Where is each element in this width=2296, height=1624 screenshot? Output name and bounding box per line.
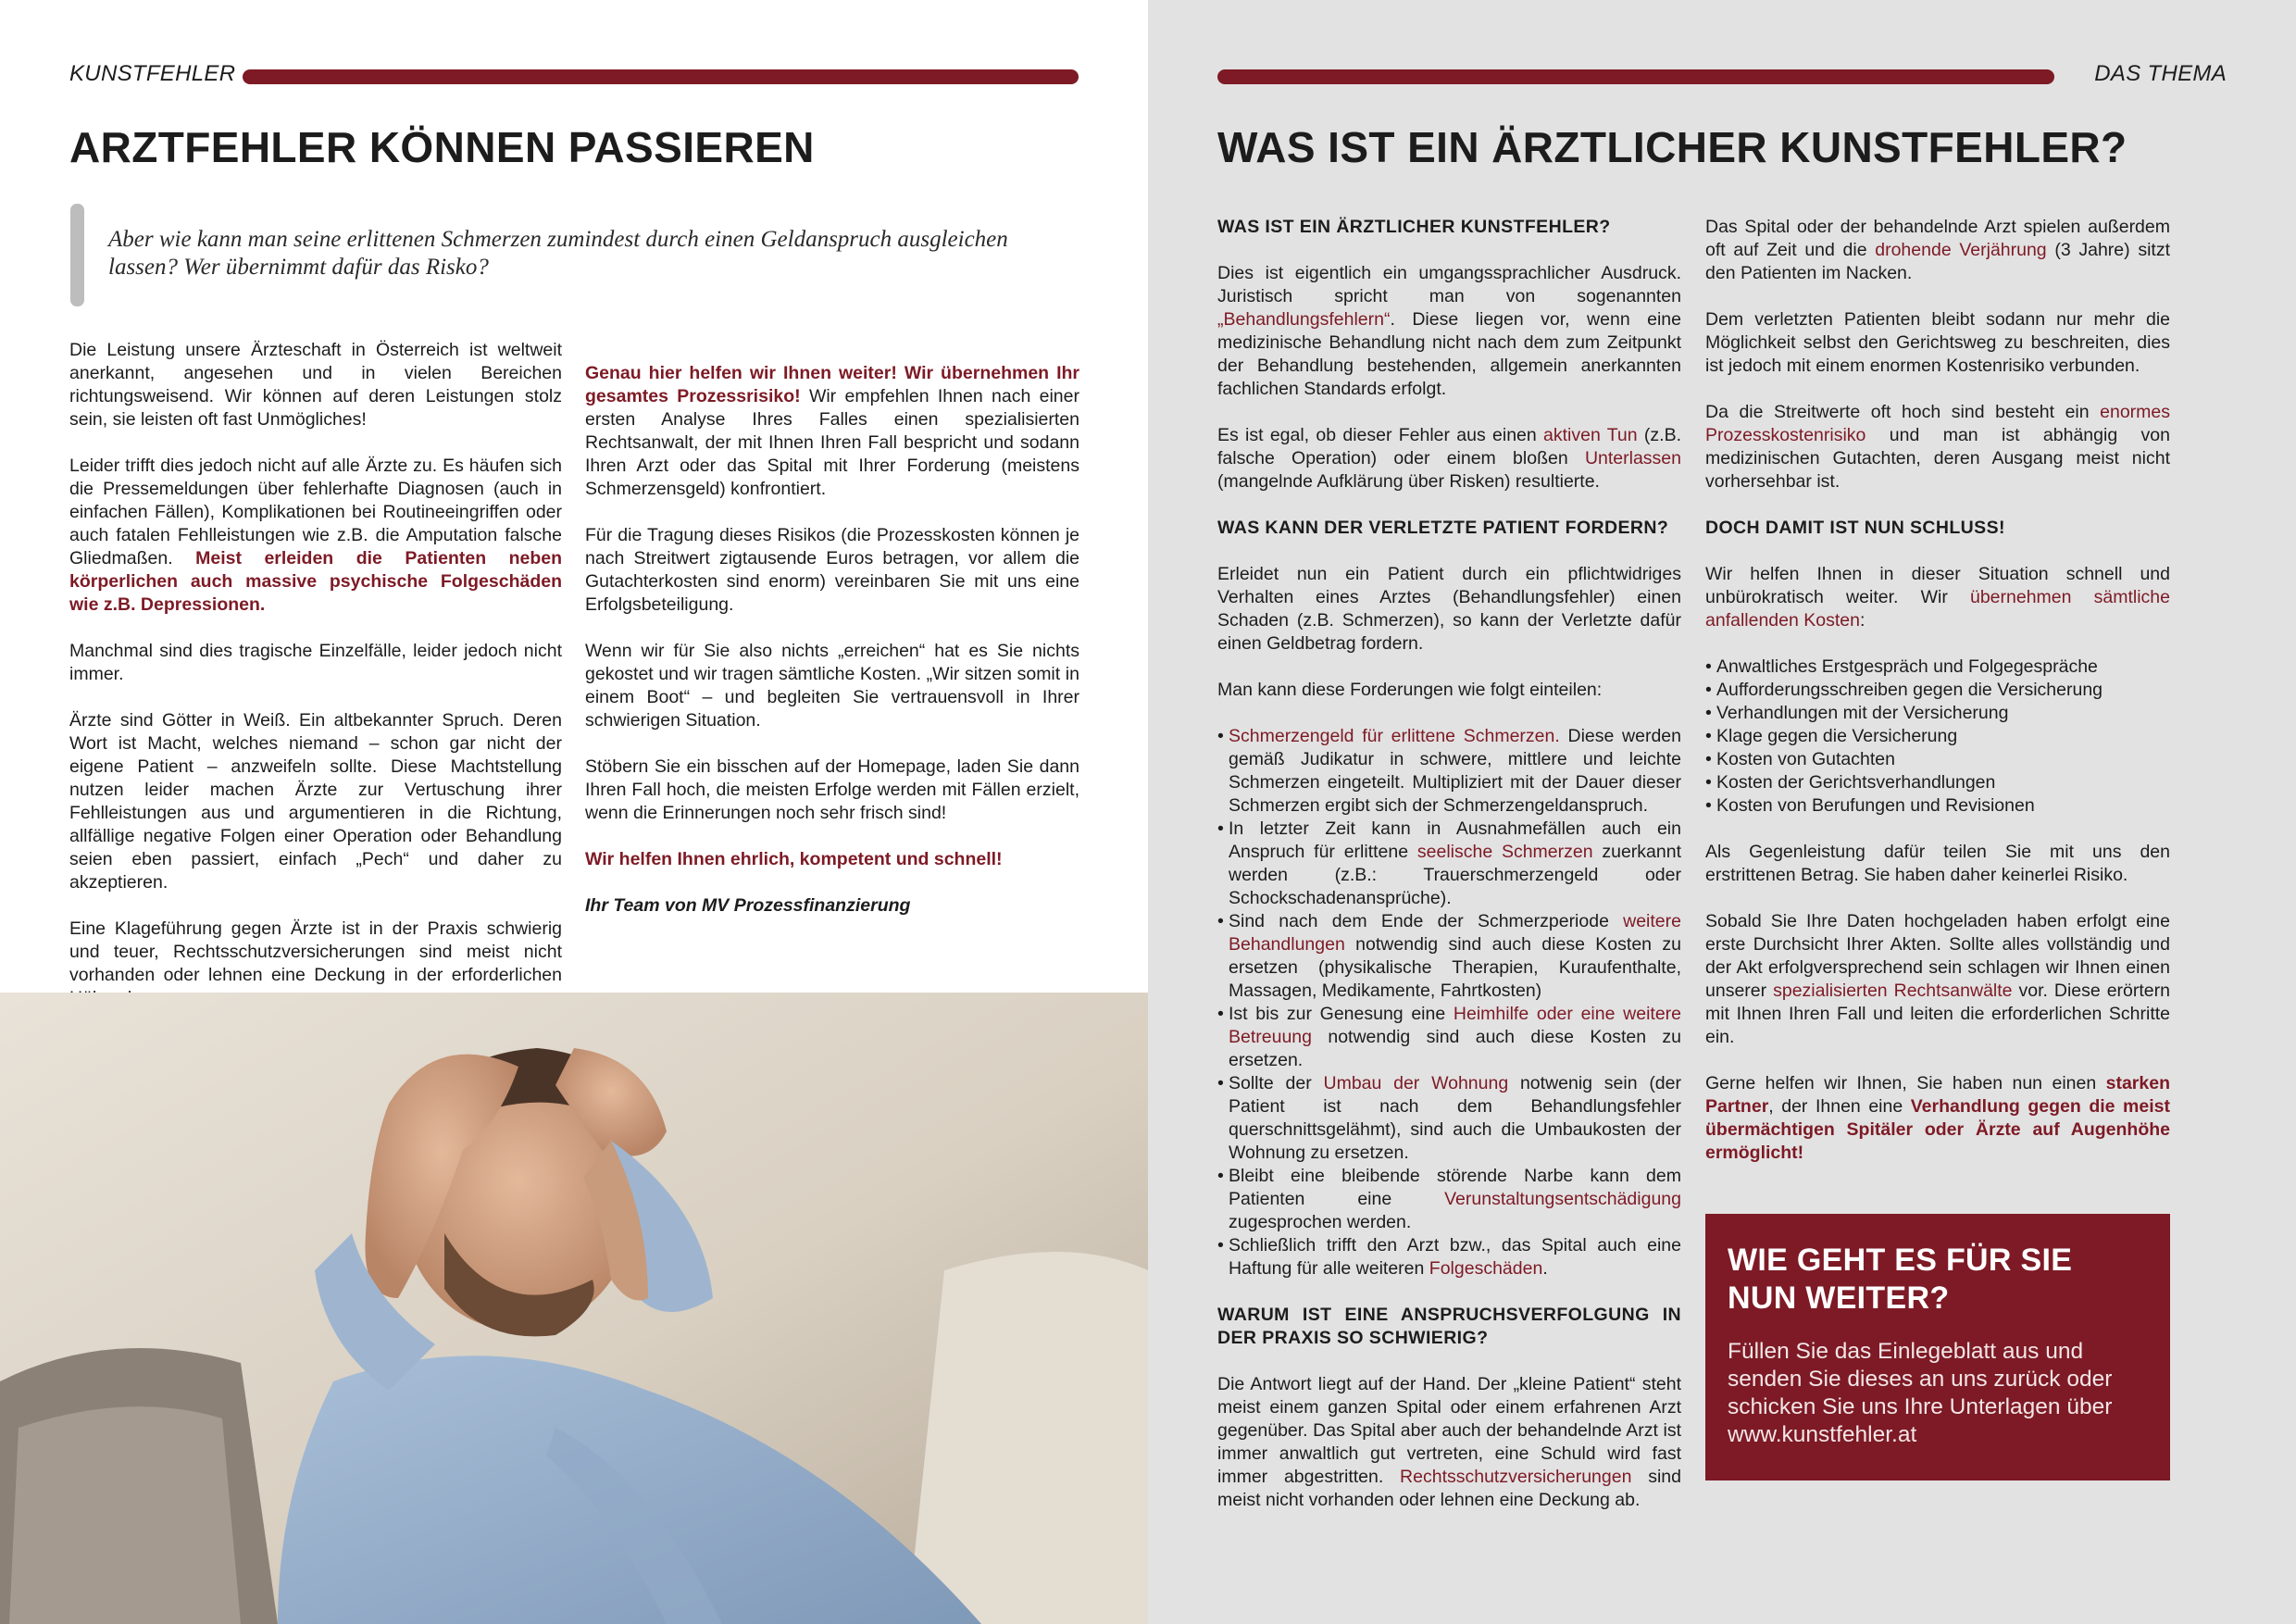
paragraph	[69, 455, 562, 617]
paragraph: Die Leistung unsere Ärzteschaft in Österreich ist weltweit anerkannt, angesehen und in vielen Bereichen richtungsweisend. Wir können auf deren Leistungen stolz sein, sie leisten oft fast Unmögliches!	[69, 340, 562, 430]
item-highlight: Heimhilfe oder eine weitere Betreuung	[1229, 1004, 1681, 1047]
paragraph	[1705, 563, 2170, 632]
paragraph-text: Die Antwort liegt auf der Hand. Der „kleine Patient“ steht meist einem ganzen Spital oder einem erfahrenen Arzt gegenüber. Das Spital aber auch der behandelnde Arzt ist immer anwaltlich gut vertreten, eine Schuld wird fast immer abgestritten.	[1217, 1374, 1681, 1487]
subheading: WARUM IST EINE ANSPRUCHSVERFOLGUNG IN DER PRAXIS SO SCHWIERIG?	[1217, 1305, 1681, 1348]
paragraph: Erleidet nun ein Patient durch ein pflichtwidriges Verhalten eines Arztes (Behandlungsfehler) einen Schaden (z.B. Schmerzen), so kann der Verletzte dafür einen Geldbetrag fordern.	[1217, 564, 1681, 654]
subheading: WAS KANN DER VERLETZTE PATIENT FORDERN?	[1217, 518, 1669, 538]
list-item	[1217, 1234, 1681, 1280]
item-text: Diese werden gemäß Judikatur in schwere, mittlere und leichte Schmerzen eingeteilt. Multipliziert mit der Dauer dieser Schmerzen ergibt sich der Schmerzengeldanspruch.	[1229, 726, 1681, 816]
paragraph-text: (3 Jahre) sitzt den Patienten im Nacken.	[1705, 240, 2170, 283]
paragraph-text: Wir helfen Ihnen in dieser Situation schnell und unbürokratisch weiter. Wir	[1705, 564, 2170, 607]
list-item	[1217, 725, 1681, 818]
item-text: notwenig sein (der Patient ist nach dem Behandlungsfehler querschnittsgelähmt), sind auch die Umbaukosten der Wohnung zu ersetzen.	[1229, 1073, 1681, 1163]
paragraph	[1705, 1072, 2170, 1165]
paragraph: Als Gegenleistung dafür teilen Sie mit uns den erstrittenen Betrag. Sie haben daher keinerlei Risiko.	[1705, 842, 2170, 885]
item-highlight: weitere Behandlungen	[1229, 911, 1681, 955]
subheading: DOCH DAMIT IST NUN SCHLUSS!	[1705, 518, 2005, 538]
paragraph-text: Das Spital oder der behandelnde Arzt spielen außerdem oft auf Zeit und die	[1705, 217, 2170, 260]
paragraph: Wenn wir für Sie also nichts „erreichen“ hat es Sie nichts gekostet und wir tragen sämtliche Kosten. „Wir sitzen somit in einem Boot“ – und begleiten Sie vertrauensvoll in Ihrer schwierigen Situation.	[585, 641, 1079, 731]
list-item	[1217, 818, 1681, 910]
article-column-2	[1705, 216, 2170, 1188]
cta-text: Füllen Sie das Einlegeblatt aus und senden Sie dieses an uns zurück oder schicken Sie uns Ihre Unterlagen über www.kunstfehler.at	[1728, 1339, 2113, 1447]
list-item	[1217, 1003, 1681, 1072]
item-highlight: Umbau der Wohnung	[1323, 1073, 1509, 1093]
highlight-text: aktiven Tun	[1543, 425, 1638, 445]
list-item: • Aufforderungsschreiben gegen die Versicherung	[1705, 679, 2170, 702]
highlight-text: starken Partner	[1705, 1073, 2170, 1117]
paragraph	[1217, 262, 1681, 401]
highlight-text: spezialisierten Rechtsanwälte	[1773, 981, 2013, 1001]
paragraph-text: Da die Streitwerte oft hoch sind besteht ein	[1705, 402, 2101, 422]
lead-quote: Aber wie kann man seine erlittenen Schmerzen zumindest durch einen Geldanspruch ausgleichen lassen? Wer übernimmt dafür das Risko?	[108, 227, 1008, 280]
list-item: • Kosten von Berufungen und Revisionen	[1705, 794, 2170, 818]
header-rule	[1217, 69, 2054, 84]
list-item: • Anwaltliches Erstgespräch und Folgegespräche	[1705, 656, 2170, 679]
paragraph-text: Wir empfehlen Ihnen nach einer ersten Analyse Ihres Falles einen spezialisierten Rechtsanwalt, der mit Ihnen Ihren Fall bespricht und sodann Ihren Arzt oder das Spital mit Ihrer Forderung (meistens Schmerzensgeld) konfrontiert.	[585, 386, 1079, 499]
article-column-2	[585, 339, 1079, 941]
list-item: • Klage gegen die Versicherung	[1705, 725, 2170, 748]
highlight-text: Unterlassen	[1584, 448, 1681, 468]
item-highlight: Verunstaltungsentschädigung	[1444, 1189, 1681, 1209]
article-column-1	[69, 339, 562, 1033]
paragraph-text: (z.B. falsche Operation) oder einem bloßen	[1217, 425, 1681, 468]
item-highlight: seelische Schmerzen	[1416, 842, 1593, 862]
item-highlight: Folgeschäden	[1429, 1258, 1543, 1279]
closing-highlight: Wir helfen Ihnen ehrlich, kompetent und schnell!	[585, 849, 1003, 869]
highlight-text: Rechtsschutzversicherungen	[1400, 1467, 1632, 1487]
paragraph: Man kann diese Forderungen wie folgt einteilen:	[1217, 680, 1603, 700]
paragraph	[1217, 424, 1681, 493]
spacer	[585, 339, 1079, 362]
paragraph	[1217, 1373, 1681, 1512]
list-item	[1217, 1072, 1681, 1165]
distressed-man-photo	[0, 993, 1148, 1624]
paragraph	[1705, 401, 2170, 493]
item-text: zugesprochen werden.	[1229, 1212, 1412, 1232]
item-highlight: Schmerzengeld für erlittene Schmerzen.	[1229, 726, 1560, 746]
cta-box	[1705, 1214, 2170, 1480]
page-headline: ARZTFEHLER KÖNNEN PASSIEREN	[69, 123, 815, 171]
paragraph-text: sind meist nicht vorhanden oder lehnen eine Deckung ab.	[1217, 1467, 1681, 1510]
item-text: zuerkannt werden (z.B.: Trauerschmerzengeld oder Schockschadenansprüche).	[1229, 842, 1681, 908]
paragraph-text: und man ist abhängig von medizinischen Gutachten, deren Ausgang meist nicht vorhersehbar ist.	[1705, 425, 2170, 492]
paragraph-text: Sobald Sie Ihre Daten hochgeladen haben erfolgt eine erste Durchsicht Ihrer Akten. Sollte alles vollständig und der Akt erfolgversprechend sein schlagen wir Ihnen einen unserer	[1705, 911, 2170, 1001]
claims-list	[1217, 725, 1681, 1280]
list-item	[1217, 1165, 1681, 1234]
paragraph	[585, 362, 1079, 501]
paragraph: Dem verletzten Patienten bleibt sodann nur mehr die Möglichkeit selbst den Gerichtsweg zu beschreiten, dies ist jedoch mit einem enormen Kostenrisiko verbunden.	[1705, 309, 2170, 376]
paragraph-text: :	[1859, 610, 1866, 631]
item-text: notwendig sind auch diese Kosten zu ersetzen.	[1229, 1027, 1681, 1070]
paragraph: Stöbern Sie ein bisschen auf der Homepage, laden Sie dann Ihren Fall hoch, die meisten Erfolge werden mit Fällen erzielt, wenn die Erinnerungen noch sehr frisch sind!	[585, 756, 1079, 823]
item-text: Sollte der	[1229, 1073, 1324, 1093]
highlight-text: enormes Prozesskostenrisiko	[1705, 402, 2170, 445]
section-label: KUNSTFEHLER	[69, 61, 236, 86]
paragraph-text: Es ist egal, ob dieser Fehler aus einen	[1217, 425, 1544, 445]
paragraph	[1705, 216, 2170, 285]
highlight-text: drohende Verjährung	[1875, 240, 2047, 260]
highlight-text: Verhandlung gegen die meist übermächtigen Spitäler oder Ärzte auf Augenhöhe ermöglicht!	[1705, 1096, 2171, 1163]
paragraph: Eine Klageführung gegen Ärzte ist in der Praxis schwierig und teuer, Rechtsschutzversicherungen sind meist nicht vorhanden oder lehnen eine Deckung in der erforderlichen	[69, 918, 562, 985]
item-text: .	[1542, 1258, 1548, 1279]
paragraph-text: Gerne helfen wir Ihnen, Sie haben nun einen	[1705, 1073, 2106, 1093]
paragraph-text: vor. Diese erörtern mit Ihnen Ihren Fall und leiten die erforderlichen Schritte ein.	[1705, 981, 2170, 1047]
highlight-text: Meist erleiden die Patienten neben körperlichen auch massive psychische Folgeschäden wie z.B. Depressionen.	[69, 548, 563, 615]
paragraph: Für die Tragung dieses Risikos (die Prozesskosten können je nach Streitwert zigtausende Euros betragen, vor allem die Gutachterkosten sind enorm) vereinbaren Sie mit uns eine Erfolgsbeteiligung.	[585, 525, 1079, 615]
paragraph-text: . Diese liegen vor, wenn eine medizinische Behandlung nicht nach dem zum Zeitpunkt der Behandlung bestehenden, allgemein anerkannten fachlichen Standards erfolgt.	[1217, 309, 1681, 399]
item-text: In letzter Zeit kann in Ausnahmefällen auch ein Anspruch für erlittene	[1229, 818, 1681, 862]
item-text: Bleibt eine bleibende störende Narbe kann dem Patienten eine	[1229, 1166, 1681, 1209]
paragraph-text: Leider trifft dies jedoch nicht auf alle Ärzte zu. Es häufen sich die Pressemeldungen über fehlerhafte Diagnosen (auch in einfachen Fällen), Komplikationen bei Routineeingriffen oder auch fatalen Fehlleistungen wie z.B. die Amputation falsche Gliedmaßen.	[69, 456, 562, 568]
article-column-1	[1217, 216, 1681, 1535]
paragraph: Ärzte sind Götter in Weiß. Ein altbekannter Spruch. Deren Wort ist Macht, welches niemand – schon gar nicht der eigene Patient – anzweifeln sollte. Diese Machtstellung nutzen leider machen Ärzte zur Vertuschung ihrer Fehlleistungen aus und argumentieren in die Richtung, allfällige negative Folgen einer Operation oder Behandlung seien eben passiert, einfach „Pech“ und daher zu akzeptieren.	[69, 710, 562, 893]
list-item: • Verhandlungen mit der Versicherung	[1705, 702, 2170, 725]
costs-list	[1705, 656, 2170, 818]
paragraph-text: (mangelnde Aufklärung über Risken) resultierte.	[1217, 471, 1600, 492]
right-page	[1148, 0, 2296, 1624]
subheading: WAS IST EIN ÄRZTLICHER KUNSTFEHLER?	[1217, 217, 1611, 237]
item-text: notwendig sind auch diese Kosten zu ersetzen (physikalische Therapien, Kuraufenthalte, Massagen, Medikamente, Fahrtkosten)	[1229, 934, 1681, 1001]
header-rule	[243, 69, 1079, 84]
paragraph-text: Dies ist eigentlich ein umgangssprachlicher Ausdruck. Juristisch spricht man von sogenannten	[1217, 263, 1681, 306]
list-item	[1217, 910, 1681, 1003]
item-text: Schließlich trifft den Arzt bzw., das Spital auch eine Haftung für alle weiteren	[1229, 1235, 1681, 1279]
page-headline: WAS IST EIN ÄRZTLICHER KUNSTFEHLER?	[1217, 123, 2128, 171]
paragraph	[1705, 910, 2170, 1049]
paragraph: Manchmal sind dies tragische Einzelfälle, leider jedoch nicht immer.	[69, 641, 562, 684]
signature: Ihr Team von MV Prozessfinanzierung	[585, 895, 911, 916]
cta-title: WIE GEHT ES FÜR SIE NUN WEITER?	[1728, 1243, 2073, 1316]
section-label: DAS THEMA	[2094, 61, 2227, 86]
quote-bar	[70, 204, 84, 306]
highlight-text: Genau hier helfen wir Ihnen weiter! Wir übernehmen Ihr gesamtes Prozessrisiko!	[585, 363, 1079, 406]
item-text: Ist bis zur Genesung eine	[1229, 1004, 1454, 1024]
list-item: • Kosten der Gerichtsverhandlungen	[1705, 771, 2170, 794]
item-text: Sind nach dem Ende der Schmerzperiode	[1229, 911, 1624, 931]
paragraph-text: , der Ihnen eine	[1768, 1096, 1911, 1117]
highlight-text: übernehmen sämtliche anfallenden Kosten	[1705, 587, 2171, 631]
list-item: • Kosten von Gutachten	[1705, 748, 2170, 771]
highlight-text: „Behandlungsfehlern“	[1217, 309, 1391, 330]
